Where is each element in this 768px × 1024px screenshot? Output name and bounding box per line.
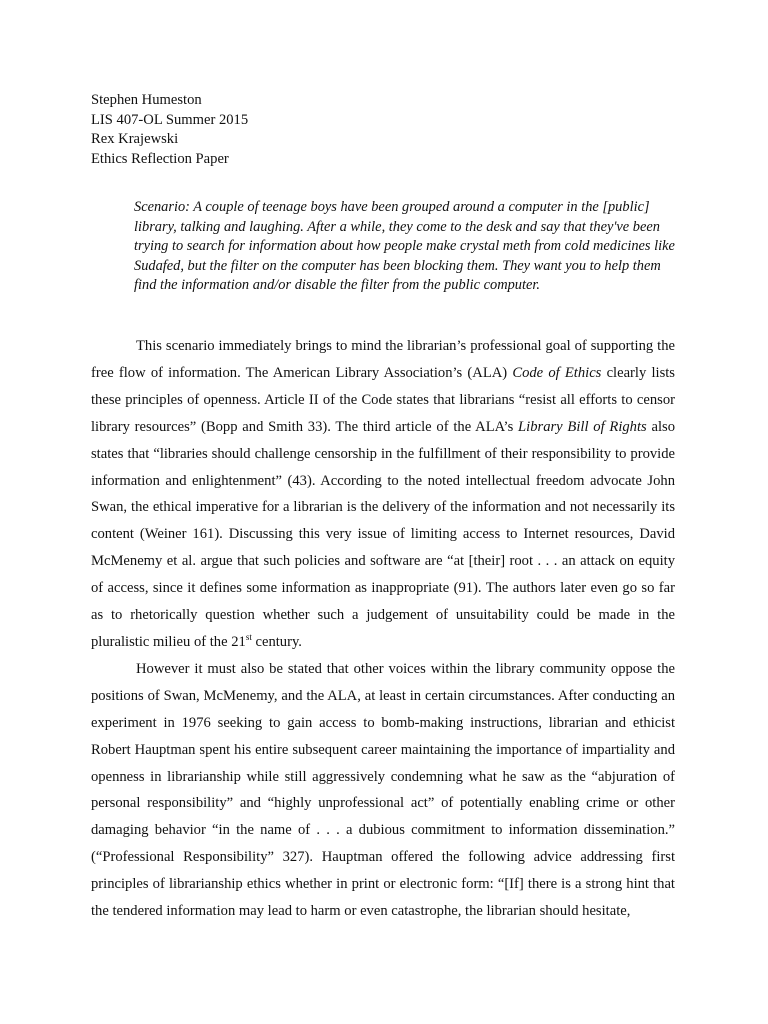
body-text [91,333,675,925]
paragraph-2: However it must also be stated that other voices within the library community oppose the positions of Swan, McMenemy, and the ALA, at least in certain circumstances. After conducting an experiment in 1976 seeking to gain access to bomb-making instructions, librarian and ethicist Robert Hauptman spent his entire subsequent career maintaining the importance of impartiality and openness in librarianship while still aggressively condemning what he saw as the “abjuration of personal responsibility” and “highly unprofessional act” of potentially enabling crime or other damaging behavior “in the name of . . . a dubious commitment to information dissemination.” (“Professional Responsibility” 327). Hauptman offered the following advice addressing first principles of librarianship ethics whether in print or electronic form: “[If] there is a strong hint that the tendered information may lead to harm or even catastrophe, the librarian should hesitate, [91,660,675,920]
code-of-ethics-title: Code of Ethics [512,364,602,381]
paper-header [91,91,248,169]
ordinal-superscript: st [245,632,252,643]
p1-text-c: clearly lists these principles of openness. Article II of the Code states that librarians “resist all efforts to censor library resources” (Bopp and Smith 33). The third article of the ALA’s [91,364,675,435]
author-name: Stephen Humeston [91,92,202,108]
bill-of-rights-title: Library Bill of Rights [518,418,647,435]
course-line: LIS 407-OL Summer 2015 [91,111,249,128]
instructor-name: Rex Krajewski [91,131,179,148]
paper-title: Ethics Reflection Paper [91,150,229,167]
scenario-block: Scenario: A couple of teenage boys have been grouped around a computer in the [public] library, talking and laughing. After a while, they come to the desk and say that they've been trying to search for information about how people make crystal meth from cold medicines like Sudafed, but the filter on the computer has been blocking them. They want you to help them find the information and/or disable the filter from the public computer. [134,199,675,294]
paragraph-1 [91,333,675,656]
p1-text-a: This scenario immediately brings to mind the librarian’s professional goal of supporting the free flow of information. The American Library Association’s (ALA) [91,338,675,381]
p1-text-e: also states that “libraries should challenge censorship in the fulfillment of their responsibility to provide information and enlightenment” (43). According to the noted intellectual freedom advocate John Swan, the ethical imperative for a librarian is the delivery of the information and not necessarily its content (Weiner 161). Discussing this very issue of limiting access to Internet resources, David McMenemy et al. argue that such policies and software are “at [their] root . . . an attack on equity of access, since it defines some information as inappropriate (91). The authors later even go so far as to rhetorically question whether such a judgement of unsuitability could be made in the pluralistic milieu of the 21 [91,418,675,650]
p1-text-g: century. [251,633,302,650]
